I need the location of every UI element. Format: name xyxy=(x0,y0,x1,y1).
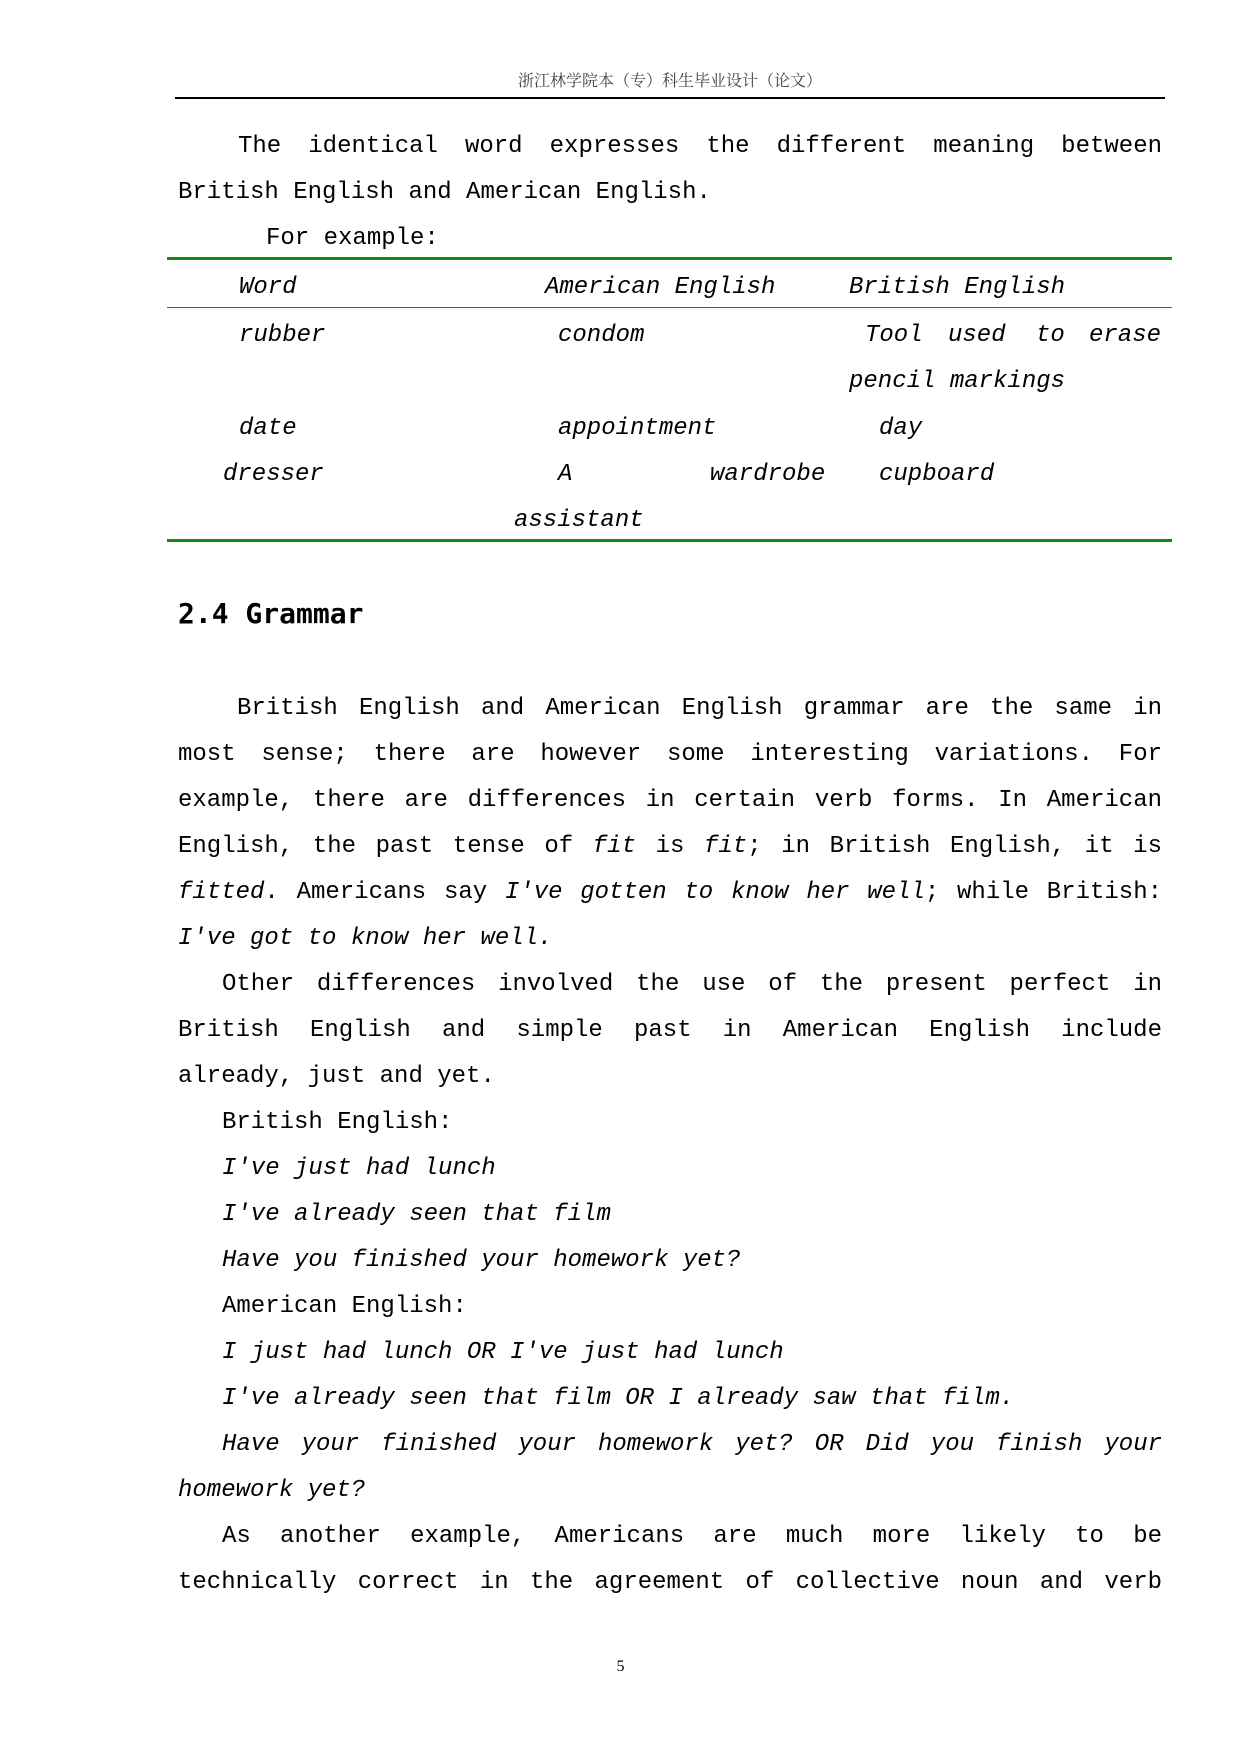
text-line xyxy=(178,686,1162,732)
text-run: is xyxy=(636,833,704,860)
table-header-american: American English xyxy=(545,274,776,301)
table-cell: date xyxy=(239,415,297,442)
text-line xyxy=(178,962,1162,1008)
text-line xyxy=(178,124,1162,170)
table-header-rule xyxy=(167,307,1172,308)
text-line xyxy=(178,1192,1162,1238)
table-cell: erase xyxy=(1089,322,1162,349)
text-line xyxy=(178,1514,1162,1560)
text-line xyxy=(178,1238,1162,1284)
text-run: Other differences involved the use of the present perfect in xyxy=(222,971,1162,998)
text-line xyxy=(178,1100,1162,1146)
italic-example: fit xyxy=(703,833,748,860)
text-line xyxy=(178,1468,1162,1514)
page-number: 5 xyxy=(616,1658,625,1675)
text-run: The identical word expresses the different meaning between xyxy=(238,133,1162,160)
text-run: As another example, Americans are much more likely to be xyxy=(222,1523,1162,1550)
italic-example: fitted xyxy=(178,879,265,906)
italic-example: I've got to know her well. xyxy=(178,925,553,952)
table-cell: to xyxy=(1036,322,1065,349)
text-line xyxy=(178,824,1162,870)
table-cell: A xyxy=(558,461,573,488)
table-cell: Tool xyxy=(865,322,923,349)
italic-example: Have you finished your homework yet? xyxy=(222,1247,741,1274)
text-run: technically correct in the agreement of collective noun and verb xyxy=(178,1569,1162,1596)
text-line xyxy=(178,1054,1162,1100)
table-bottom-rule xyxy=(167,539,1172,542)
table-cell: wardrobe xyxy=(710,461,826,488)
table-cell: rubber xyxy=(239,322,326,349)
text-line xyxy=(178,732,1162,778)
section-heading: 2.4 Grammar xyxy=(178,597,364,630)
text-line xyxy=(178,870,1162,916)
table-cell: pencil markings xyxy=(849,368,1066,395)
text-line xyxy=(178,1284,1162,1330)
text-line xyxy=(178,778,1162,824)
italic-example: I've already seen that film OR I already saw that film. xyxy=(222,1385,1015,1412)
text-run: already, just and yet. xyxy=(178,1063,495,1090)
text-line xyxy=(178,1008,1162,1054)
text-run: English, the past tense of xyxy=(178,833,593,860)
text-line xyxy=(178,1560,1162,1606)
table-cell: condom xyxy=(558,322,645,349)
text-line xyxy=(178,916,1162,962)
table-cell: cupboard xyxy=(879,461,995,488)
text-run: most sense; there are however some interesting variations. For xyxy=(178,741,1162,768)
text-line xyxy=(178,216,1162,262)
text-run: British English and American English grammar are the same in xyxy=(237,695,1162,722)
text-run: British English and American English. xyxy=(178,179,711,206)
table-top-rule xyxy=(167,257,1172,260)
text-run: ; in British English, it is xyxy=(747,833,1162,860)
running-header: 浙江林学院本（专）科生毕业设计（论文） xyxy=(517,71,822,90)
text-run: British English and simple past in American English include xyxy=(178,1017,1162,1044)
text-run: British English: xyxy=(222,1109,453,1136)
text-line xyxy=(178,1146,1162,1192)
table-header-word: Word xyxy=(239,274,297,301)
text-line xyxy=(178,1376,1162,1422)
table-cell: used xyxy=(948,322,1006,349)
text-run: For example: xyxy=(266,225,439,252)
italic-example: I just had lunch OR I've just had lunch xyxy=(222,1339,784,1366)
text-line xyxy=(178,170,1162,216)
grammar-body xyxy=(178,686,1162,1606)
italic-example: homework yet? xyxy=(178,1477,366,1504)
header-divider xyxy=(175,97,1165,99)
intro-paragraph xyxy=(178,124,1162,262)
table-cell: day xyxy=(879,415,923,442)
table-cell: dresser xyxy=(223,461,324,488)
italic-example: I've just had lunch xyxy=(222,1155,496,1182)
italic-example: I've already seen that film xyxy=(222,1201,611,1228)
table-cell: appointment xyxy=(558,415,717,442)
text-run: example, there are differences in certain verb forms. In American xyxy=(178,787,1162,814)
italic-example: fit xyxy=(592,833,636,860)
italic-example: Have your finished your homework yet? OR Did you finish your xyxy=(222,1431,1162,1458)
text-run: ; while British: xyxy=(924,879,1162,906)
text-run: American English: xyxy=(222,1293,467,1320)
table-header-british: British English xyxy=(849,274,1066,301)
table-cell: assistant xyxy=(514,507,644,534)
text-run: . Americans say xyxy=(264,879,505,906)
italic-example: I've gotten to know her well xyxy=(504,879,925,906)
text-line xyxy=(178,1422,1162,1468)
text-line xyxy=(178,1330,1162,1376)
